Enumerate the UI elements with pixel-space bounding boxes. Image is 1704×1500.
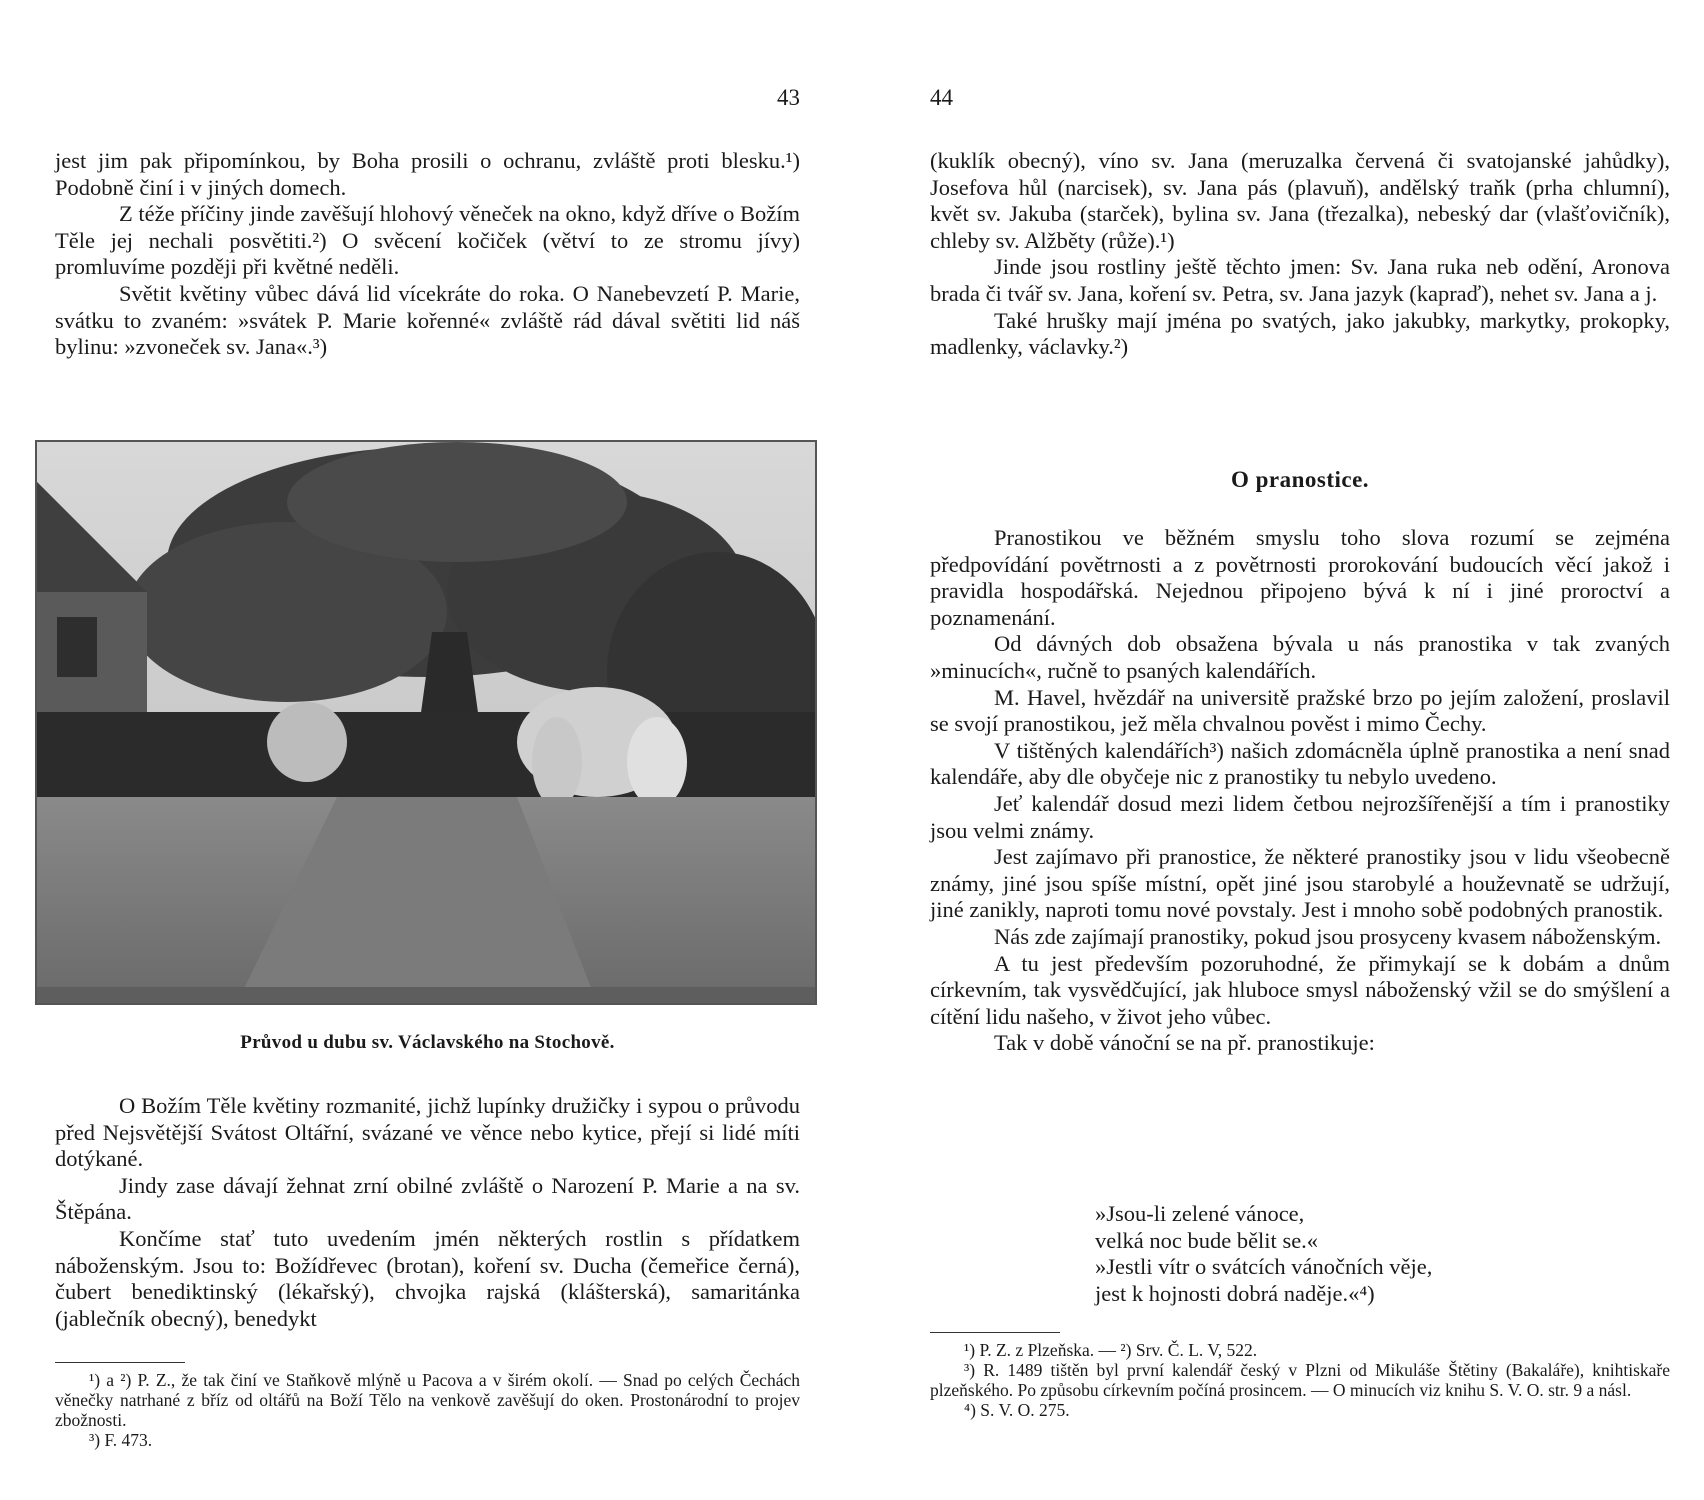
right-body-text <box>930 525 1670 1057</box>
right-page <box>930 0 1670 1500</box>
paragraph: A tu jest především pozoruhodné, že přimykají se k dobám a dnům církevním, tak vysvědčující, jak hluboce smysl náboženský vžil se do smýšlení a cítění lidu našeho, v život jeho vůbec. <box>930 950 1670 1029</box>
section-heading: O pranostice. <box>1230 467 1370 492</box>
paragraph: Jinde jsou rostliny ještě těchto jmen: Sv. Jana ruka neb odění, Aronova brada či tvář sv. Jana, koření sv. Petra, sv. Jana jazyk (kapraď), nehet sv. Jana a j. <box>930 254 1670 306</box>
right-footnotes <box>930 1340 1670 1420</box>
photo-caption: Průvod u dubu sv. Václavského na Stochově. <box>240 1032 615 1053</box>
page-number: 43 <box>777 85 800 110</box>
paragraph: jest jim pak připomínkou, by Boha prosili o ochranu, zvláště proti blesku.¹) Podobně činí i v jiných domech. <box>55 148 800 200</box>
left-intro-text <box>55 148 800 361</box>
procession-photo <box>35 440 817 1005</box>
paragraph: Od dávných dob obsažena bývala u nás pranostika v tak zvaných »minucích«, ručně to psaných kalendářích. <box>930 631 1670 683</box>
left-page <box>55 0 800 1500</box>
paragraph: O Božím Těle květiny rozmanité, jichž lupínky družičky i sypou o průvodu před Nejsvětější Svátost Oltářní, svázané ve věnce nebo kytice, přejí si lidé míti dotýkané. <box>55 1093 800 1172</box>
footnote-divider <box>930 1332 1060 1333</box>
footnote: ³) F. 473. <box>89 1430 153 1450</box>
paragraph: Tak v době vánoční se na př. pranostikuje: <box>994 1030 1375 1056</box>
footnote: ⁴) S. V. O. 275. <box>964 1400 1070 1420</box>
paragraph: Končíme stať tuto uvedením jmén některých rostlin s přídatkem náboženským. Jsou to: Božídřevec (brotan), koření sv. Ducha (čemeřice černá), čubert benediktinský (lékařský), chvojka rajská (klášterská), samaritánka (jablečník obecný), benedykt <box>55 1225 800 1331</box>
paragraph: V tištěných kalendářích³) našich zdomácněla úplně pranostika a není snad kalendáře, aby dle obyčeje nic z pranostiky tu nebylo uvedeno. <box>930 737 1670 790</box>
paragraph: Světit květiny vůbec dává lid vícekráte do roka. O Nanebevzetí P. Marie, svátku to zvaném: »svátek P. Marie kořenné« zvláště rád dával světiti lid náš bylinu: »zvoneček sv. Jana«.³) <box>55 280 800 360</box>
paragraph: (kuklík obecný), víno sv. Jana (meruzalka červená či svatojanské jahůdky), Josefova hůl (narcisek), sv. Jana pás (plavuň), andělský traňk (prha chlumní), květ sv. Jakuba (starček), bylina sv. Jana (třezalka), nebeský dar (vlašťovičník), chleby sv. Alžběty (růže).¹) <box>930 148 1670 253</box>
paragraph: M. Havel, hvězdář na universitě pražské brzo po jejím založení, proslavil se svojí pranostikou, jež měla chvalnou pověst i mimo Čechy. <box>930 684 1670 737</box>
footnote-divider <box>55 1362 185 1363</box>
page-number: 44 <box>930 85 953 110</box>
paragraph: Pranostikou ve běžném smyslu toho slova rozumí se zejména předpovídání povětrnosti a z povětrnosti prorokování budoucích věcí jakož i pravidla hospodářská. Nejednou připojeno bývá k ní i jiné proroctví a poznamenání. <box>930 525 1670 630</box>
footnote: ³) R. 1489 tištěn byl první kalendář český v Plzni od Mikuláše Štětiny (Bakaláře), knihtiskaře plzeňského. Po způsobu církevním počíná prosincem. — O minucích viz knihu S. V. O. str. 9 a násl. <box>930 1360 1670 1400</box>
verse-line: »Jsou-li zelené vánoce, <box>1095 1201 1305 1226</box>
left-footnotes <box>55 1370 800 1450</box>
verse-line: »Jestli vítr o svátcích vánočních věje, <box>1095 1254 1433 1280</box>
verse-line: velká noc bude bělit se.« <box>1095 1227 1319 1253</box>
photo-illustration <box>37 442 815 1003</box>
footnote: ¹) a ²) P. Z., že tak činí ve Staňkově mlýně u Pacova a v širém okolí. — Snad po celých Čechách věnečky natrhané z bříz od oltářů na Boží Tělo na venkově zavěšují do oken. Prostonárodní to projev zbožnosti. <box>55 1370 800 1430</box>
paragraph: Nás zde zajímají pranostiky, pokud jsou prosyceny kvasem náboženským. <box>994 923 1662 949</box>
paragraph: Jest zajímavo při pranostice, že některé pranostiky jsou v lidu všeobecně známy, jiné jsou spíše místní, opět jiné jsou starobylé a houževnatě se udržují, jiné zanikly, naproti tomu nové povstaly. Jest i mnoho sobě podobných pranostik. <box>930 844 1670 923</box>
verse-quote <box>1095 1201 1432 1307</box>
footnote: ¹) P. Z. z Plzeňska. — ²) Srv. Č. L. V, 522. <box>964 1340 1258 1360</box>
paragraph: Jeť kalendář dosud mezi lidem četbou nejrozšířenější a tím i pranostiky jsou velmi známy. <box>930 790 1670 843</box>
paragraph: Také hrušky mají jména po svatých, jako jakubky, markytky, prokopky, madlenky, václavky.²) <box>930 307 1670 360</box>
left-body-text <box>55 1093 800 1332</box>
paragraph: Z téže příčiny jinde zavěšují hlohový věneček na okno, když dříve o Božím Těle jej nechali posvětiti.²) O svěcení kočiček (větví to ze stromu jívy) promluvíme později při květné neděli. <box>55 201 800 280</box>
right-intro-text <box>930 148 1670 361</box>
paragraph: Jindy zase dávají žehnat zrní obilné zvláště o Narození P. Marie a na sv. Štěpána. <box>55 1172 800 1225</box>
verse-line: jest k hojnosti dobrá naděje.«⁴) <box>1095 1280 1375 1306</box>
